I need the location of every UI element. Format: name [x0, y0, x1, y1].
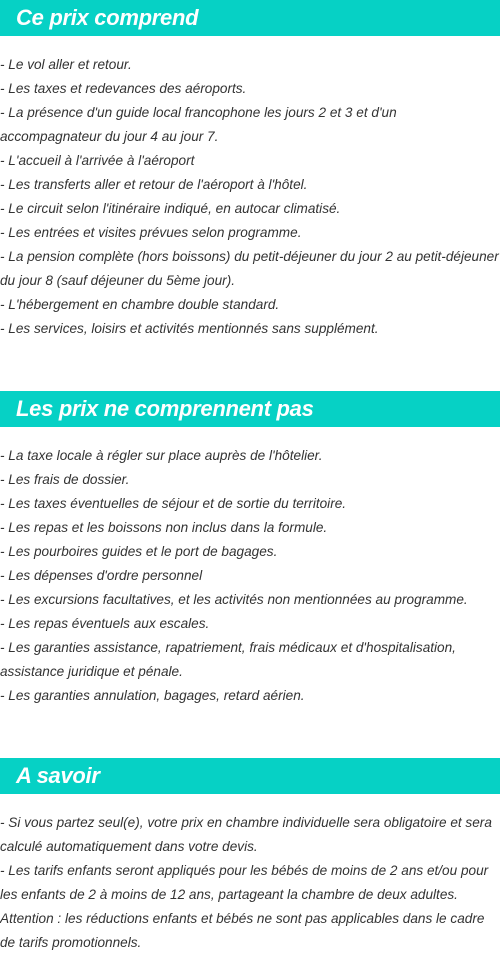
list-item: - La taxe locale à régler sur place auprès de l'hôtelier. — [0, 448, 323, 463]
included-list — [0, 53, 500, 341]
list-item: - Les transferts aller et retour de l'aéroport à l'hôtel. — [0, 177, 308, 192]
list-item: - La pension complète (hors boissons) du petit-déjeuner du jour 2 au petit-déjeuner du jour 8 (sauf déjeuner du 5ème jour). — [0, 249, 499, 288]
list-item: - Les garanties annulation, bagages, retard aérien. — [0, 688, 305, 703]
list-item: Attention : les réductions enfants et bébés ne sont pas applicables dans le cadre de tarifs promotionnels. — [0, 911, 485, 950]
not-included-section — [0, 391, 500, 708]
list-item: - Le vol aller et retour. — [0, 57, 132, 72]
list-item: - Les repas éventuels aux escales. — [0, 616, 210, 631]
list-item: - Les excursions facultatives, et les activités non mentionnées au programme. — [0, 592, 468, 607]
list-item: - Les taxes et redevances des aéroports. — [0, 81, 247, 96]
list-item: - La présence d'un guide local francophone les jours 2 et 3 et d'un accompagnateur du jour 4 au jour 7. — [0, 105, 397, 144]
not-included-list — [0, 444, 500, 708]
included-section — [0, 0, 500, 341]
list-item: - Les pourboires guides et le port de bagages. — [0, 544, 278, 559]
list-item: - Les garanties assistance, rapatriement, frais médicaux et d'hospitalisation, assistance juridique et pénale. — [0, 640, 456, 679]
good-to-know-list — [0, 811, 500, 955]
list-item: - Les repas et les boissons non inclus dans la formule. — [0, 520, 328, 535]
included-heading: Ce prix comprend — [0, 0, 500, 36]
list-item: - Le circuit selon l'itinéraire indiqué, en autocar climatisé. — [0, 201, 341, 216]
list-item: - Si vous partez seul(e), votre prix en chambre individuelle sera obligatoire et sera calculé automatiquement dans votre devis. — [0, 815, 492, 854]
list-item: - Les tarifs enfants seront appliqués pour les bébés de moins de 2 ans et/ou pour les enfants de 2 à moins de 12 ans, partageant la chambre de deux adultes. — [0, 863, 489, 902]
list-item: - L'accueil à l'arrivée à l'aéroport — [0, 153, 195, 168]
list-item: - Les entrées et visites prévues selon programme. — [0, 225, 302, 240]
list-item: - Les frais de dossier. — [0, 472, 130, 487]
good-to-know-heading: A savoir — [0, 758, 500, 794]
not-included-heading: Les prix ne comprennent pas — [0, 391, 500, 427]
list-item: - Les services, loisirs et activités mentionnés sans supplément. — [0, 321, 379, 336]
list-item: - Les dépenses d'ordre personnel — [0, 568, 203, 583]
good-to-know-section — [0, 758, 500, 955]
list-item: - L'hébergement en chambre double standard. — [0, 297, 280, 312]
list-item: - Les taxes éventuelles de séjour et de sortie du territoire. — [0, 496, 347, 511]
